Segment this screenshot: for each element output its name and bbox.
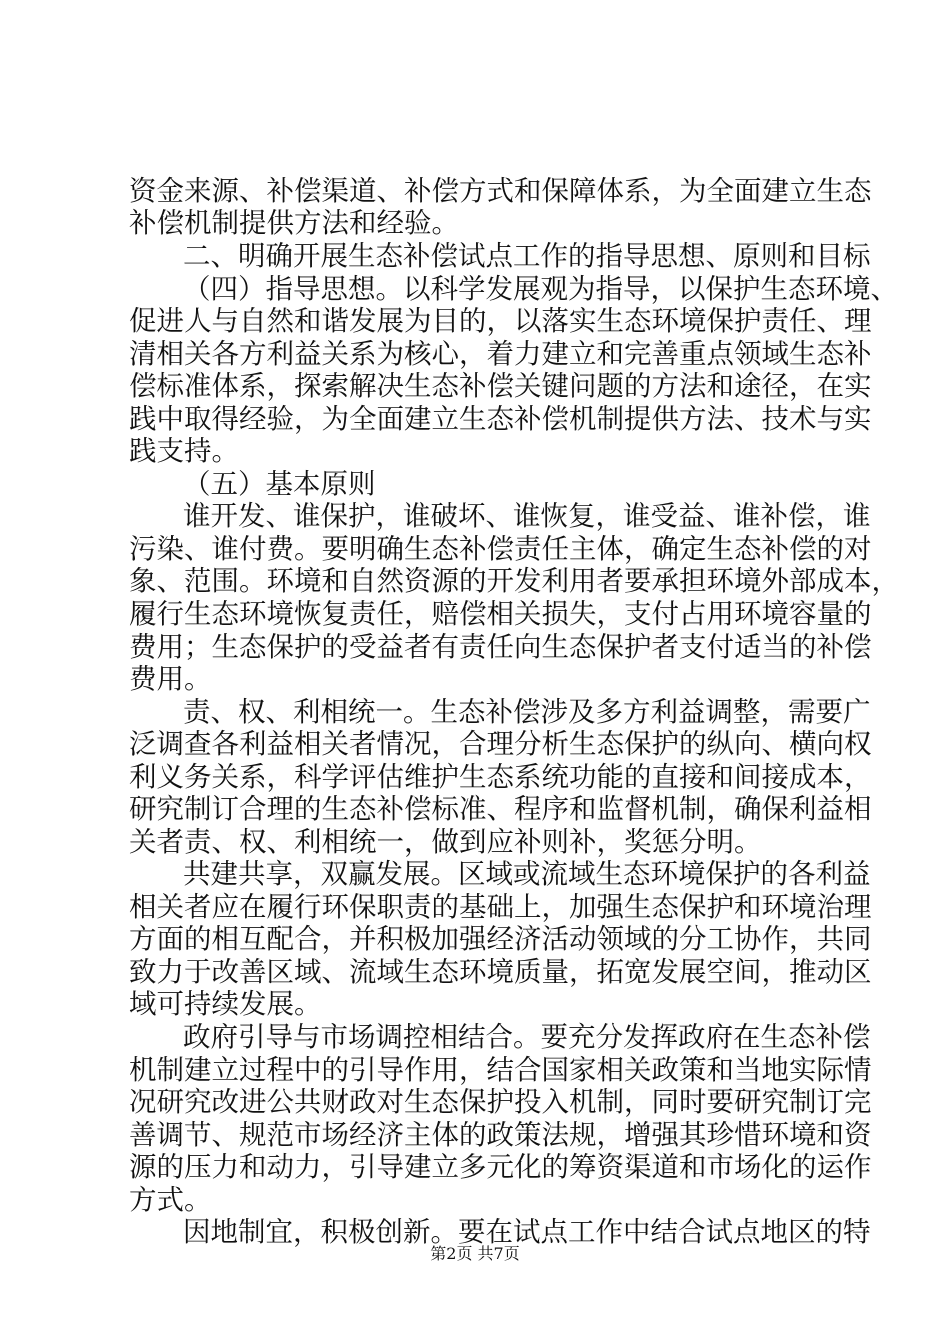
text-line: 资金来源、补偿渠道、补偿方式和保障体系，为全面建立生态 — [129, 175, 872, 207]
subsection-heading: （五）基本原则 — [183, 468, 376, 500]
text-line: 善调节、规范市场经济主体的政策法规，增强其珍惜环境和资 — [129, 1119, 872, 1151]
text-line: 方面的相互配合，并积极加强经济活动领域的分工协作，共同 — [129, 923, 872, 955]
text-line: 研究制订合理的生态补偿标准、程序和监督机制，确保利益相 — [129, 793, 872, 825]
text-line: 补偿机制提供方法和经验。 — [129, 207, 459, 239]
text-line: 履行生态环境恢复责任，赔偿相关损失，支付占用环境容量的 — [129, 598, 872, 630]
text-line: 象、范围。环境和自然资源的开发利用者要承担环境外部成本， — [129, 565, 899, 597]
text-line: 践支持。 — [129, 435, 239, 467]
text-line: 利义务关系，科学评估维护生态系统功能的直接和间接成本， — [129, 761, 872, 793]
text-line: 践中取得经验，为全面建立生态补偿机制提供方法、技术与实 — [129, 403, 872, 435]
text-line: 政府引导与市场调控相结合。要充分发挥政府在生态补偿 — [183, 1021, 871, 1053]
text-line: 谁开发、谁保护，谁破坏、谁恢复，谁受益、谁补偿，谁 — [183, 500, 871, 532]
text-line: 域可持续发展。 — [129, 988, 322, 1020]
subsection-heading: （四）指导思想。以科学发展观为指导，以保护生态环境、 — [183, 273, 898, 305]
section-heading: 二、明确开展生态补偿试点工作的指导思想、原则和目标 — [183, 240, 871, 272]
text-line: 因地制宜，积极创新。要在试点工作中结合试点地区的特 — [183, 1216, 871, 1248]
text-line: 费用。 — [129, 663, 212, 695]
text-line: 机制建立过程中的引导作用，结合国家相关政策和当地实际情 — [129, 1054, 872, 1086]
text-line: 污染、谁付费。要明确生态补偿责任主体，确定生态补偿的对 — [129, 533, 872, 565]
text-line: 况研究改进公共财政对生态保护投入机制，同时要研究制订完 — [129, 1086, 872, 1118]
text-line: 相关者应在履行环保职责的基础上，加强生态保护和环境治理 — [129, 891, 872, 923]
text-line: 共建共享，双赢发展。区域或流域生态环境保护的各利益 — [183, 858, 871, 890]
text-line: 致力于改善区域、流域生态环境质量，拓宽发展空间，推动区 — [129, 956, 872, 988]
page-number-footer: 第2页 共7页 — [430, 1244, 520, 1263]
text-line: 清相关各方利益关系为核心，着力建立和完善重点领域生态补 — [129, 338, 872, 370]
text-line: 责、权、利相统一。生态补偿涉及多方利益调整，需要广 — [183, 696, 871, 728]
text-line: 方式。 — [129, 1184, 212, 1216]
text-line: 偿标准体系，探索解决生态补偿关键问题的方法和途径，在实 — [129, 370, 872, 402]
text-line: 关者责、权、利相统一，做到应补则补，奖惩分明。 — [129, 826, 762, 858]
text-line: 促进人与自然和谐发展为目的，以落实生态环境保护责任、理 — [129, 305, 872, 337]
text-line: 费用；生态保护的受益者有责任向生态保护者支付适当的补偿 — [129, 631, 872, 663]
text-line: 源的压力和动力，引导建立多元化的筹资渠道和市场化的运作 — [129, 1151, 872, 1183]
text-line: 泛调查各利益相关者情况，合理分析生态保护的纵向、横向权 — [129, 728, 872, 760]
